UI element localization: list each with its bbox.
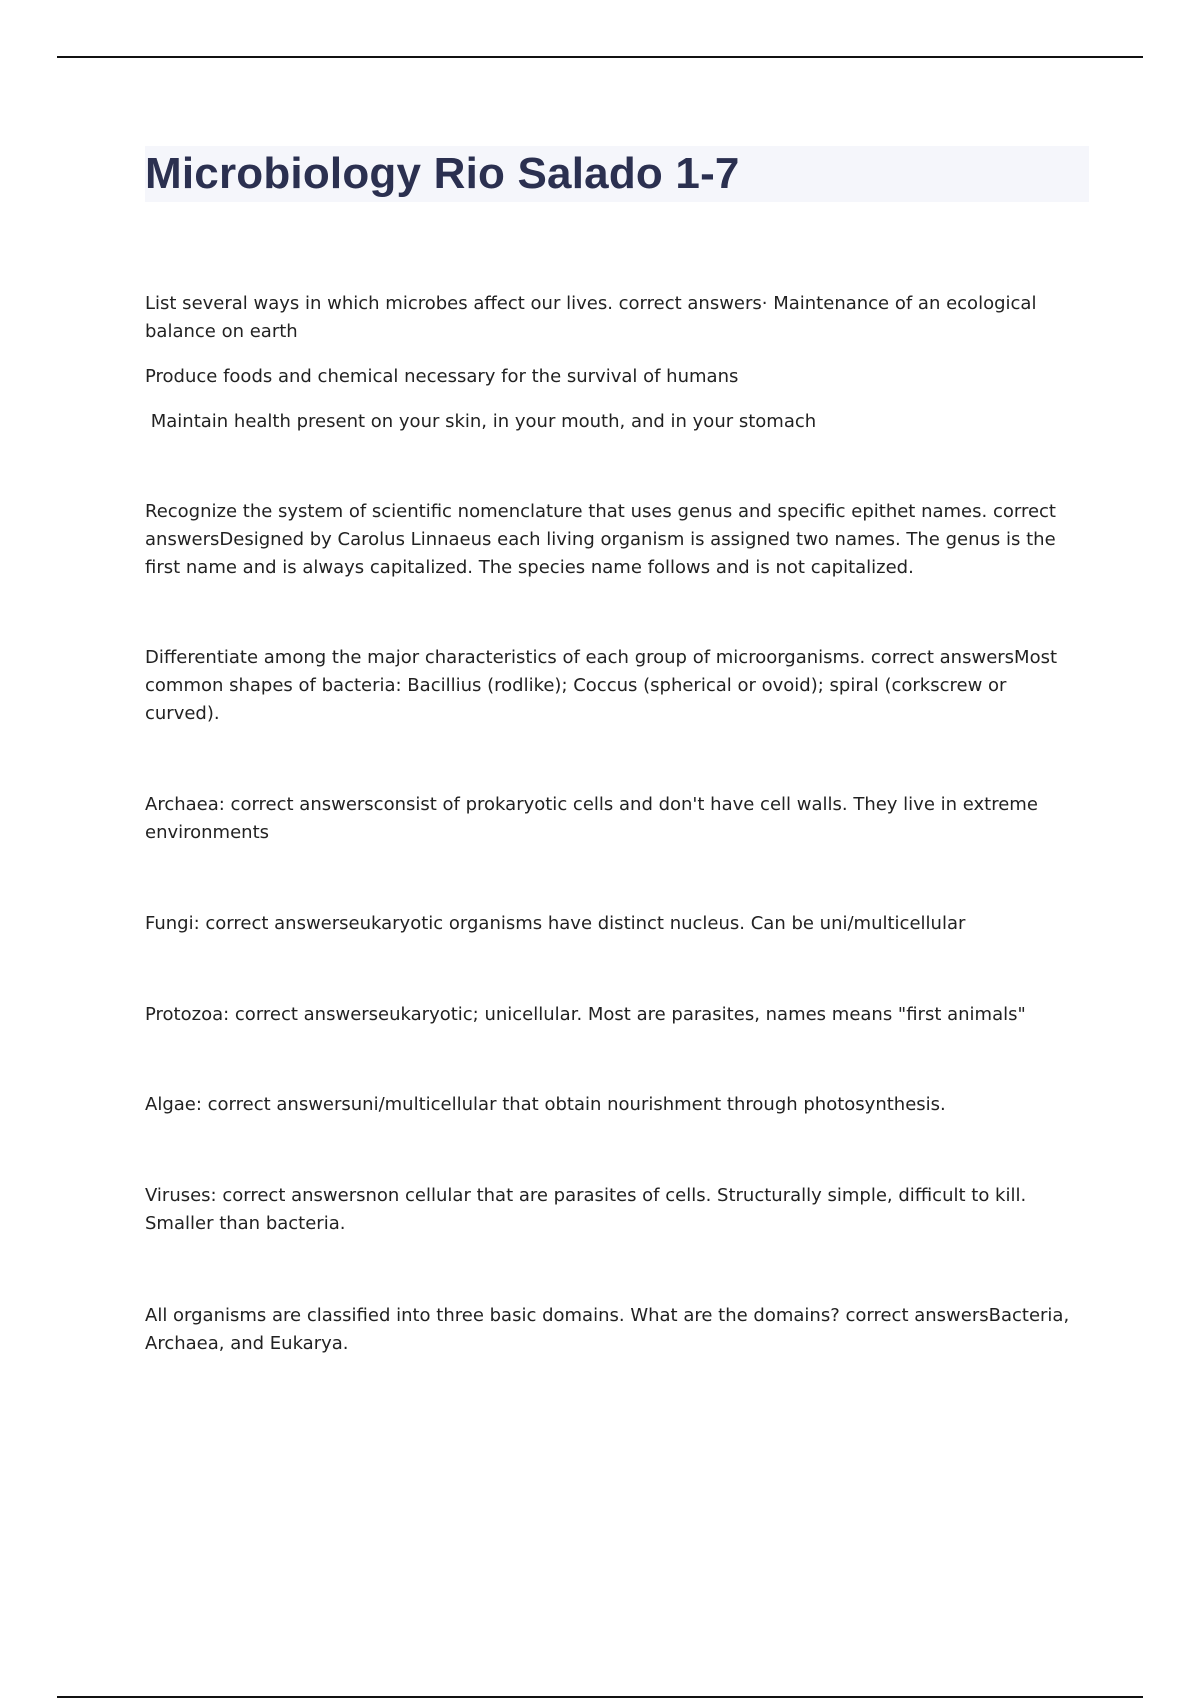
paragraph-produce-foods: Produce foods and chemical necessary for the survival of humans	[145, 366, 739, 387]
paragraph-nomenclature: Recognize the system of scientific nomenclature that uses genus and specific epithet names. correct answersDesigned by Carolus Linnaeus each living organism is assigned two names. The genus is the first name and is always capitalized. The species name follows and is not capitalized.	[145, 501, 1056, 578]
paragraph-archaea: Archaea: correct answersconsist of prokaryotic cells and don't have cell walls. They live in extreme environments	[145, 794, 1038, 843]
document-title: Microbiology Rio Salado 1-7	[145, 149, 740, 198]
paragraph-fungi: Fungi: correct answerseukaryotic organisms have distinct nucleus. Can be uni/multicellular	[145, 913, 966, 934]
paragraph-protozoa: Protozoa: correct answerseukaryotic; unicellular. Most are parasites, names means "first animals"	[145, 1004, 1026, 1025]
paragraph-three-domains: All organisms are classified into three basic domains. What are the domains? correct answersBacteria, Archaea, and Eukarya.	[145, 1305, 1070, 1354]
paragraph-maintain-health: Maintain health present on your skin, in your mouth, and in your stomach	[145, 411, 817, 432]
top-rule	[57, 56, 1143, 58]
bottom-rule	[57, 1696, 1143, 1698]
paragraph-microorganism-characteristics: Differentiate among the major characteristics of each group of microorganisms. correct answersMost common shapes of bacteria: Bacillius (rodlike); Coccus (spherical or ovoid); spiral (corkscrew or curved).	[145, 647, 1058, 724]
document-body	[145, 290, 1085, 1358]
paragraph-microbes-affect-lives: List several ways in which microbes affect our lives. correct answers· Maintenance of an ecological balance on earth	[145, 293, 1037, 342]
paragraph-algae: Algae: correct answersuni/multicellular that obtain nourishment through photosynthesis.	[145, 1094, 946, 1115]
paragraph-viruses: Viruses: correct answersnon cellular that are parasites of cells. Structurally simple, difficult to kill. Smaller than bacteria.	[145, 1185, 1027, 1234]
